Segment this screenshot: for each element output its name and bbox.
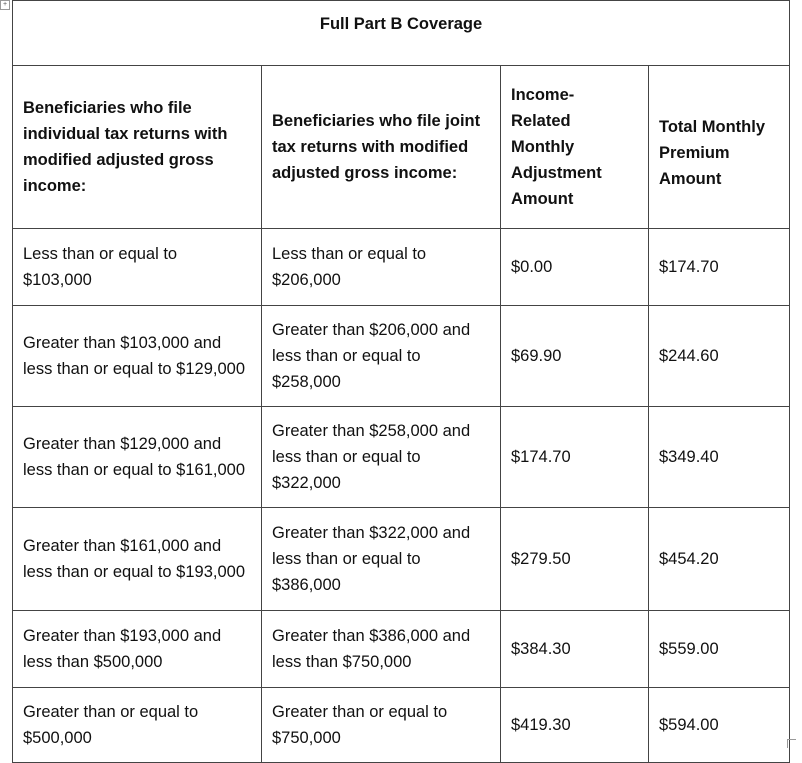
adjustment-amount-cell: $0.00 (501, 229, 649, 306)
table-row (13, 229, 790, 306)
adjustment-amount-cell: $174.70 (501, 407, 649, 508)
total-premium-cell: $594.00 (649, 688, 790, 763)
table-row (13, 611, 790, 688)
individual-income-cell: Greater than or equal to $500,000 (13, 688, 262, 763)
title-row (13, 1, 790, 66)
total-premium-cell: $559.00 (649, 611, 790, 688)
table-row (13, 306, 790, 407)
table-row (13, 688, 790, 763)
header-row (13, 66, 790, 229)
total-premium-cell: $174.70 (649, 229, 790, 306)
header-irmaa: Income-Related Monthly Adjustment Amount (501, 66, 649, 229)
adjustment-amount-cell: $384.30 (501, 611, 649, 688)
total-premium-cell: $454.20 (649, 508, 790, 611)
individual-income-cell: Greater than $129,000 and less than or equal to $161,000 (13, 407, 262, 508)
individual-income-cell: Less than or equal to $103,000 (13, 229, 262, 306)
header-individual: Beneficiaries who file individual tax returns with modified adjusted gross income: (13, 66, 262, 229)
part-b-premium-table (12, 0, 790, 763)
table-row (13, 407, 790, 508)
individual-income-cell: Greater than $161,000 and less than or equal to $193,000 (13, 508, 262, 611)
adjustment-amount-cell: $279.50 (501, 508, 649, 611)
adjustment-amount-cell: $69.90 (501, 306, 649, 407)
premium-table-container (12, 0, 789, 763)
joint-income-cell: Less than or equal to $206,000 (262, 229, 501, 306)
joint-income-cell: Greater than $258,000 and less than or equal to $322,000 (262, 407, 501, 508)
individual-income-cell: Greater than $193,000 and less than $500,000 (13, 611, 262, 688)
individual-income-cell: Greater than $103,000 and less than or equal to $129,000 (13, 306, 262, 407)
table-move-handle-icon[interactable]: + (0, 0, 10, 10)
header-total-premium: Total Monthly Premium Amount (649, 66, 790, 229)
header-joint: Beneficiaries who file joint tax returns with modified adjusted gross income: (262, 66, 501, 229)
total-premium-cell: $349.40 (649, 407, 790, 508)
table-row (13, 508, 790, 611)
joint-income-cell: Greater than or equal to $750,000 (262, 688, 501, 763)
joint-income-cell: Greater than $322,000 and less than or equal to $386,000 (262, 508, 501, 611)
table-title: Full Part B Coverage (13, 1, 790, 66)
adjustment-amount-cell: $419.30 (501, 688, 649, 763)
joint-income-cell: Greater than $206,000 and less than or equal to $258,000 (262, 306, 501, 407)
table-resize-handle[interactable] (787, 739, 796, 748)
joint-income-cell: Greater than $386,000 and less than $750,000 (262, 611, 501, 688)
total-premium-cell: $244.60 (649, 306, 790, 407)
